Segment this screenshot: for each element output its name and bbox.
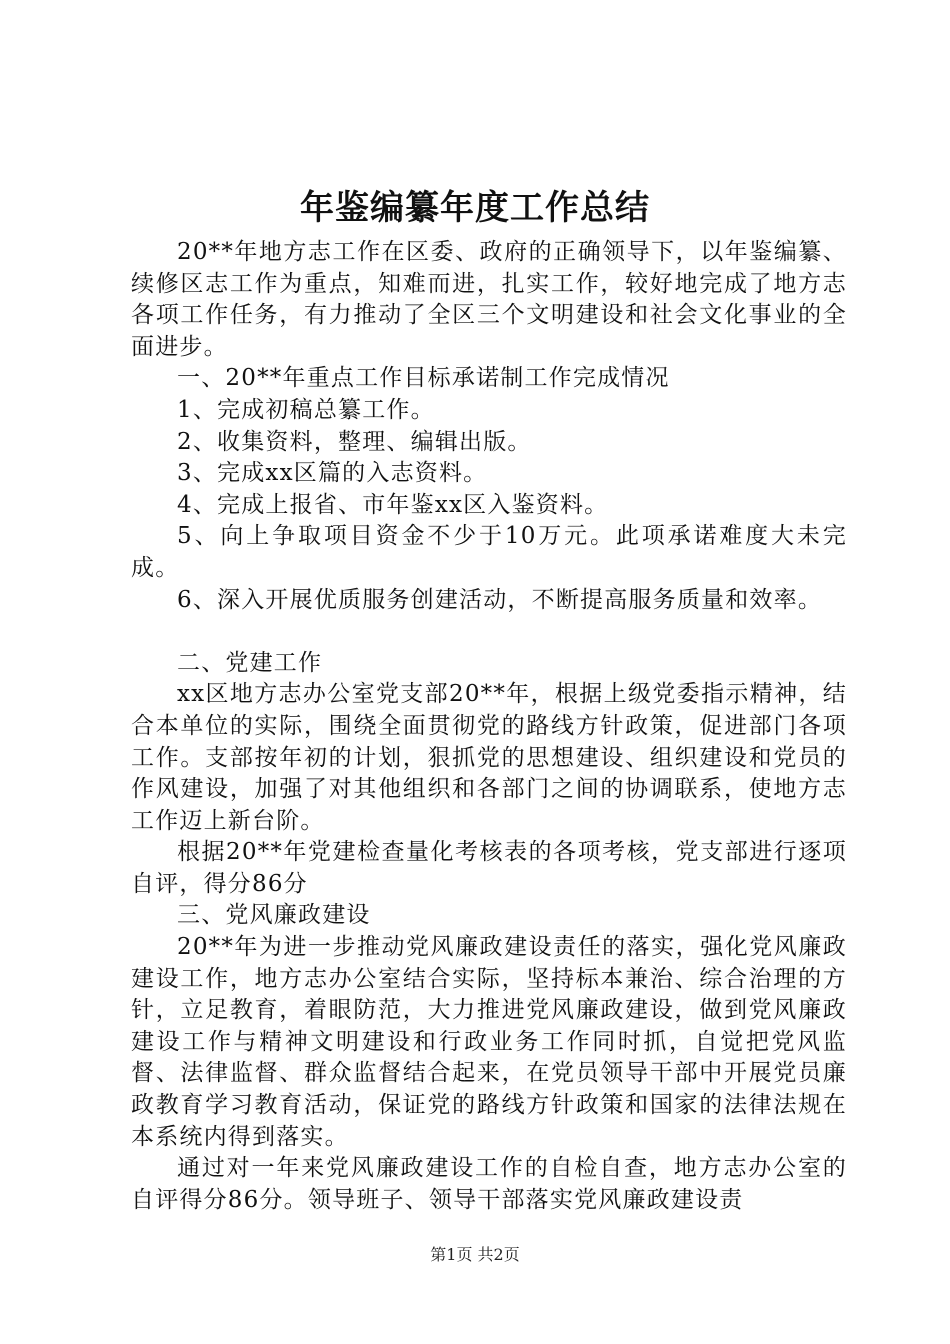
section-heading-3: 三、党风廉政建设 [177, 902, 371, 929]
party-building-paragraph: xx区地方志办公室党支部20**年，根据上级党委指示精神，结合本单位的实际，围绕全面贯彻党的路线方针政策，促进部门各项工作。支部按年初的计划，狠抓党的思想建设、组织建设和党员的作风建设，加强了对其他组织和各部门之间的协调联系，使地方志工作迈上新台阶。 [131, 681, 847, 834]
intro-paragraph: 20**年地方志工作在区委、政府的正确领导下，以年鉴编纂、续修区志工作为重点，知难而进，扎实工作，较好地完成了地方志各项工作任务，有力推动了全区三个文明建设和社会文化事业的全面进步。 [131, 239, 847, 360]
blank-line [131, 616, 847, 648]
list-item-2: 2、收集资料，整理、编辑出版。 [177, 428, 532, 455]
page-number: 第1页 共2页 [430, 1245, 520, 1264]
list-item-1: 1、完成初稿总纂工作。 [177, 396, 435, 423]
party-score-paragraph: 根据20**年党建检查量化考核表的各项考核，党支部进行逐项自评，得分86分 [131, 839, 847, 897]
document-title: 年鉴编纂年度工作总结 [300, 188, 650, 228]
integrity-paragraph: 20**年为进一步推动党风廉政建设责任的落实，强化党风廉政建设工作，地方志办公室结合实际，坚持标本兼治、综合治理的方针，立足教育，着眼防范，大力推进党风廉政建设，做到党风廉政建设工作与精神文明建设和行政业务工作同时抓，自觉把党风监督、法律监督、群众监督结合起来，在党员领导干部中开展党员廉政教育学习教育活动，保证党的路线方针政策和国家的法律法规在本系统内得到落实。 [131, 934, 847, 1150]
section-heading-1: 一、20**年重点工作目标承诺制工作完成情况 [177, 365, 670, 392]
list-item-5: 5、向上争取项目资金不少于10万元。此项承诺难度大未完成。 [131, 523, 847, 581]
self-check-paragraph: 通过对一年来党风廉政建设工作的自检自查，地方志办公室的自评得分86分。领导班子、领导干部落实党风廉政建设责 [131, 1155, 847, 1213]
list-item-3: 3、完成xx区篇的入志资料。 [177, 460, 488, 487]
list-item-6: 6、深入开展优质服务创建活动，不断提高服务质量和效率。 [177, 586, 823, 613]
section-heading-2: 二、党建工作 [177, 649, 323, 676]
list-item-4: 4、完成上报省、市年鉴xx区入鉴资料。 [177, 491, 609, 518]
document-body [131, 237, 847, 1216]
